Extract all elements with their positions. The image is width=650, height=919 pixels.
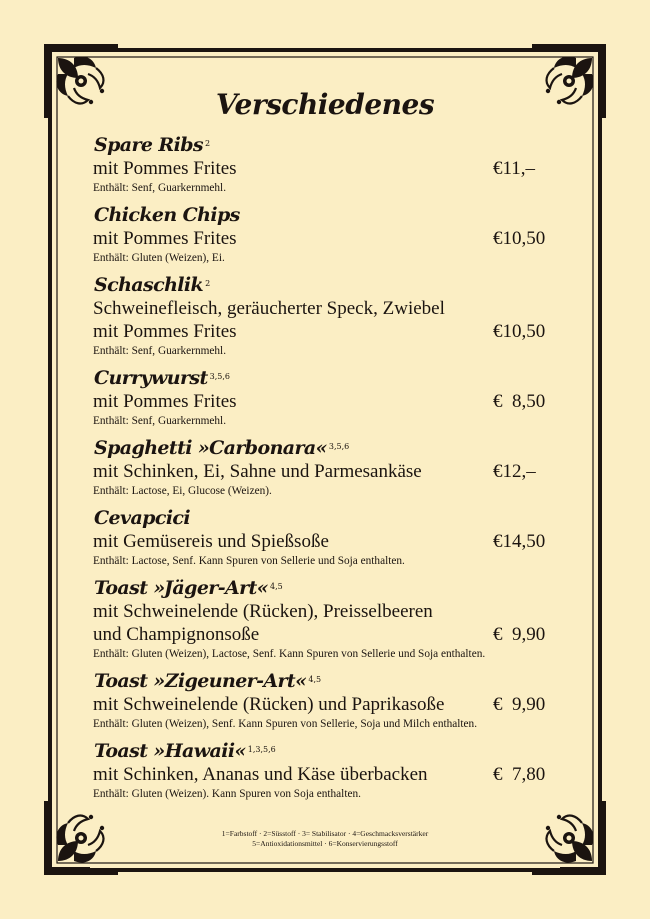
price-amount: 8,50 [502, 391, 546, 412]
currency-symbol: € [493, 391, 503, 412]
price-amount: 10,50 [502, 228, 546, 249]
menu-item-description: Schweinefleisch, geräucherter Speck, Zwiebel [93, 298, 445, 319]
menu-item-description: mit Schinken, Ananas und Käse überbacken [93, 764, 428, 785]
menu-item-additive-note: 4,5 [270, 582, 283, 591]
menu-item-row [93, 623, 555, 646]
menu-list [93, 133, 555, 809]
menu-item-name [93, 506, 555, 530]
menu-item-name [93, 133, 555, 157]
price-amount: 14,50 [502, 531, 546, 552]
menu-item-name [93, 203, 555, 227]
menu-item-allergens: Enthält: Gluten (Weizen), Lactose, Senf. Kann Spuren von Sellerie und Soja enthalten. [93, 648, 486, 660]
menu-item-price [493, 763, 555, 786]
price-amount: 9,90 [502, 624, 546, 645]
menu-item-allergens: Enthält: Lactose, Ei, Glucose (Weizen). [93, 485, 272, 497]
menu-item-row [93, 763, 555, 786]
menu-item-row [93, 227, 555, 250]
footnote-line: 5=Antioxidationsmittel · 6=Konservierungsstoff [252, 839, 398, 848]
currency-symbol: € [493, 764, 503, 785]
menu-item-title: Toast »Hawaii« [94, 740, 246, 762]
menu-item-title: Spaghetti »Carbonara« [94, 437, 327, 459]
menu-item-description: mit Pommes Frites [93, 321, 237, 342]
menu-item [93, 576, 555, 662]
menu-item-name [93, 576, 555, 600]
price-amount: 10,50 [502, 321, 546, 342]
menu-item-price [493, 157, 555, 180]
menu-item [93, 203, 555, 266]
menu-item-row [93, 390, 555, 413]
menu-item-additive-note: 3,5,6 [209, 372, 231, 381]
menu-item-additive-note: 4,5 [308, 675, 322, 684]
menu-item [93, 506, 555, 569]
menu-item-row [93, 693, 555, 716]
menu-item-description: mit Gemüsereis und Spießsoße [93, 531, 329, 552]
menu-item-name [93, 739, 555, 763]
menu-item [93, 669, 555, 732]
menu-item-allergens: Enthält: Gluten (Weizen), Ei. [93, 252, 225, 264]
menu-item-description: mit Schweinelende (Rücken) und Paprikasoße [93, 694, 445, 715]
menu-item [93, 436, 555, 499]
footnotes [0, 829, 650, 849]
page-title: Verschiedenes [215, 88, 435, 121]
menu-item-row [93, 530, 555, 553]
menu-item-name [93, 669, 555, 693]
menu-item-allergens: Enthält: Senf, Guarkernmehl. [93, 182, 227, 194]
menu-item-price [493, 460, 555, 483]
menu-item-allergens: Enthält: Gluten (Weizen), Senf. Kann Spuren von Sellerie, Soja und Milch enthalten. [93, 718, 478, 730]
currency-symbol: € [493, 321, 503, 342]
menu-item-price [493, 390, 555, 413]
menu-item-price [493, 227, 555, 250]
menu-item-description: mit Schinken, Ei, Sahne und Parmesankäse [93, 461, 422, 482]
menu-item-allergens: Enthält: Lactose, Senf. Kann Spuren von Sellerie und Soja enthalten. [93, 555, 405, 567]
menu-item-row [93, 320, 555, 343]
menu-item-title: Spare Ribs [94, 134, 204, 156]
menu-item-price [493, 693, 555, 716]
menu-item-additive-note: 2 [205, 139, 211, 148]
menu-item-name [93, 436, 555, 460]
menu-item-additive-note: 3,5,6 [328, 442, 350, 451]
menu-item-allergens: Enthält: Senf, Guarkernmehl. [93, 415, 227, 427]
footnote-line: 1=Farbstoff · 2=Süsstoff · 3= Stabilisator · 4=Geschmacksverstärker [221, 829, 429, 838]
price-amount: 7,80 [502, 764, 546, 785]
menu-item-price [493, 623, 555, 646]
menu-item [93, 273, 555, 359]
menu-item-price [493, 320, 555, 343]
menu-item-allergens: Enthält: Senf, Guarkernmehl. [93, 345, 227, 357]
menu-item-additive-note: 1,3,5,6 [247, 745, 276, 754]
menu-item-title: Chicken Chips [94, 204, 240, 226]
currency-symbol: € [493, 461, 503, 482]
menu-item [93, 366, 555, 429]
currency-symbol: € [493, 694, 503, 715]
menu-item-name [93, 273, 555, 297]
price-amount: 12,– [502, 461, 536, 482]
menu-item-price [493, 530, 555, 553]
price-amount: 9,90 [502, 694, 546, 715]
menu-item-description: mit Schweinelende (Rücken), Preisselbeeren [93, 601, 433, 622]
currency-symbol: € [493, 228, 503, 249]
menu-item-additive-note: 2 [205, 279, 211, 288]
menu-item [93, 133, 555, 196]
currency-symbol: € [493, 624, 503, 645]
menu-item-description: mit Pommes Frites [93, 158, 237, 179]
menu-item-description: und Champignonsoße [93, 624, 260, 645]
menu-item-title: Toast »Zigeuner-Art« [94, 670, 307, 692]
menu-item-row [93, 460, 555, 483]
menu-item-title: Currywurst [94, 367, 208, 389]
menu-item-allergens: Enthält: Gluten (Weizen). Kann Spuren von Soja enthalten. [93, 788, 361, 800]
currency-symbol: € [493, 158, 503, 179]
menu-item-title: Cevapcici [94, 507, 191, 529]
menu-item [93, 739, 555, 802]
menu-item-description: mit Pommes Frites [93, 228, 237, 249]
currency-symbol: € [493, 531, 503, 552]
menu-item-description: mit Pommes Frites [93, 391, 237, 412]
menu-item-name [93, 366, 555, 390]
menu-item-row [93, 157, 555, 180]
menu-item-title: Schaschlik [94, 274, 204, 296]
menu-item-title: Toast »Jäger-Art« [94, 577, 269, 599]
price-amount: 11,– [502, 158, 536, 179]
